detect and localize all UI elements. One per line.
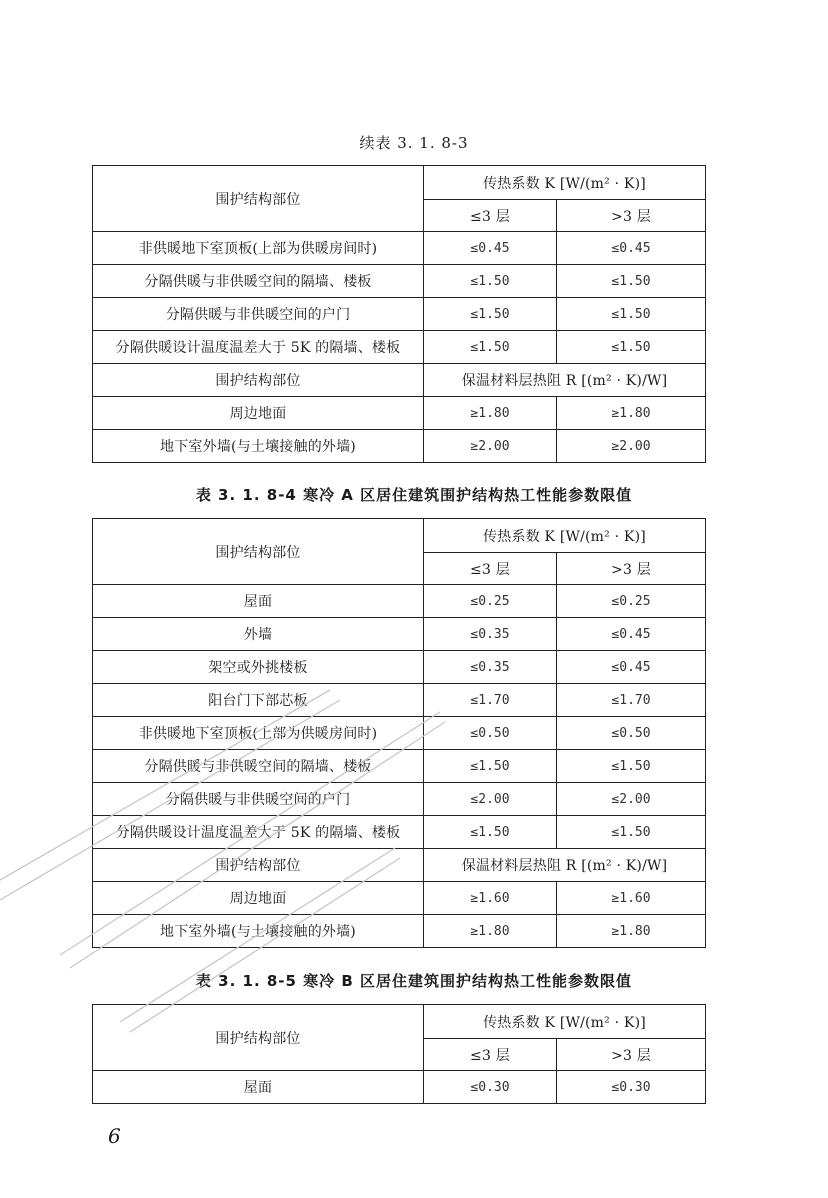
- header-gt3-cell: >3 层: [557, 200, 706, 232]
- row-le3-cell: ≤1.50: [424, 816, 557, 849]
- row-part-cell: 非供暖地下室顶板(上部为供暖房间时): [93, 717, 424, 750]
- row-part-cell: 架空或外挑楼板: [93, 651, 424, 684]
- row-part-cell: 地下室外墙(与土壤接触的外墙): [93, 430, 424, 463]
- header-le3-cell: ≤3 层: [424, 1039, 557, 1071]
- table-caption: 表 3. 1. 8-4 寒冷 A 区居住建筑围护结构热工性能参数限值: [195, 486, 633, 504]
- thermal-table-3-1-8-4: [92, 518, 706, 948]
- row-le3-cell: ≤0.35: [424, 618, 557, 651]
- table-caption: 表 3. 1. 8-5 寒冷 B 区居住建筑围护结构热工性能参数限值: [195, 972, 633, 990]
- row-part-cell: 分隔供暖与非供暖空间的隔墙、楼板: [93, 265, 424, 298]
- row-gt3-cell: ≤1.50: [557, 265, 706, 298]
- header-le3-cell: ≤3 层: [424, 200, 557, 232]
- row-part-cell: 周边地面: [93, 882, 424, 915]
- row-part-cell: 屋面: [93, 1071, 424, 1104]
- row-part-cell: 分隔供暖设计温度温差大于 5K 的隔墙、楼板: [93, 816, 424, 849]
- row-gt3-cell: ≤1.70: [557, 684, 706, 717]
- header-le3-cell: ≤3 层: [424, 553, 557, 585]
- row-part-cell: 分隔供暖与非供暖空间的隔墙、楼板: [93, 750, 424, 783]
- page-number: 6: [108, 1124, 121, 1148]
- row-gt3-cell: ≤1.50: [557, 331, 706, 364]
- row-part-cell: 分隔供暖与非供暖空间的户门: [93, 783, 424, 816]
- table-caption: 续表 3. 1. 8-3: [359, 134, 469, 152]
- row-gt3-cell: ≥1.60: [557, 882, 706, 915]
- row-part-cell: 分隔供暖与非供暖空间的户门: [93, 298, 424, 331]
- header-part-cell: 围护结构部位: [93, 519, 424, 585]
- row-gt3-cell: ≤1.50: [557, 298, 706, 331]
- row-le3-cell: ≤0.30: [424, 1071, 557, 1104]
- row-le3-cell: ≥1.80: [424, 397, 557, 430]
- row-le3-cell: ≤0.50: [424, 717, 557, 750]
- row-le3-cell: ≤1.50: [424, 265, 557, 298]
- row-le3-cell: ≤0.25: [424, 585, 557, 618]
- r-header-cell: 保温材料层热阻 R [(m² · K)/W]: [424, 849, 706, 882]
- row-le3-cell: ≥1.80: [424, 915, 557, 948]
- r-header-part-cell: 围护结构部位: [93, 849, 424, 882]
- header-gt3-cell: >3 层: [557, 1039, 706, 1071]
- row-gt3-cell: ≤0.45: [557, 651, 706, 684]
- thermal-table-3-1-8-3: [92, 165, 706, 463]
- row-gt3-cell: ≥1.80: [557, 397, 706, 430]
- row-gt3-cell: ≤0.45: [557, 232, 706, 265]
- header-part-cell: 围护结构部位: [93, 1005, 424, 1071]
- row-gt3-cell: ≤0.45: [557, 618, 706, 651]
- row-gt3-cell: ≥2.00: [557, 430, 706, 463]
- r-header-part-cell: 围护结构部位: [93, 364, 424, 397]
- header-k-cell: 传热系数 K [W/(m² · K)]: [424, 519, 706, 553]
- r-header-cell: 保温材料层热阻 R [(m² · K)/W]: [424, 364, 706, 397]
- row-le3-cell: ≤1.50: [424, 750, 557, 783]
- header-gt3-cell: >3 层: [557, 553, 706, 585]
- row-gt3-cell: ≤1.50: [557, 750, 706, 783]
- row-le3-cell: ≤1.50: [424, 331, 557, 364]
- header-k-cell: 传热系数 K [W/(m² · K)]: [424, 166, 706, 200]
- row-gt3-cell: ≤0.50: [557, 717, 706, 750]
- row-gt3-cell: ≤1.50: [557, 816, 706, 849]
- row-gt3-cell: ≤0.25: [557, 585, 706, 618]
- row-part-cell: 周边地面: [93, 397, 424, 430]
- row-part-cell: 阳台门下部芯板: [93, 684, 424, 717]
- row-gt3-cell: ≤2.00: [557, 783, 706, 816]
- row-le3-cell: ≤2.00: [424, 783, 557, 816]
- row-le3-cell: ≤0.35: [424, 651, 557, 684]
- row-le3-cell: ≤0.45: [424, 232, 557, 265]
- header-part-cell: 围护结构部位: [93, 166, 424, 232]
- row-gt3-cell: ≤0.30: [557, 1071, 706, 1104]
- row-le3-cell: ≥1.60: [424, 882, 557, 915]
- row-part-cell: 外墙: [93, 618, 424, 651]
- row-le3-cell: ≥2.00: [424, 430, 557, 463]
- row-le3-cell: ≤1.70: [424, 684, 557, 717]
- row-part-cell: 非供暖地下室顶板(上部为供暖房间时): [93, 232, 424, 265]
- row-gt3-cell: ≥1.80: [557, 915, 706, 948]
- row-part-cell: 地下室外墙(与土壤接触的外墙): [93, 915, 424, 948]
- row-part-cell: 分隔供暖设计温度温差大于 5K 的隔墙、楼板: [93, 331, 424, 364]
- header-k-cell: 传热系数 K [W/(m² · K)]: [424, 1005, 706, 1039]
- row-le3-cell: ≤1.50: [424, 298, 557, 331]
- thermal-table-3-1-8-5: [92, 1004, 706, 1104]
- row-part-cell: 屋面: [93, 585, 424, 618]
